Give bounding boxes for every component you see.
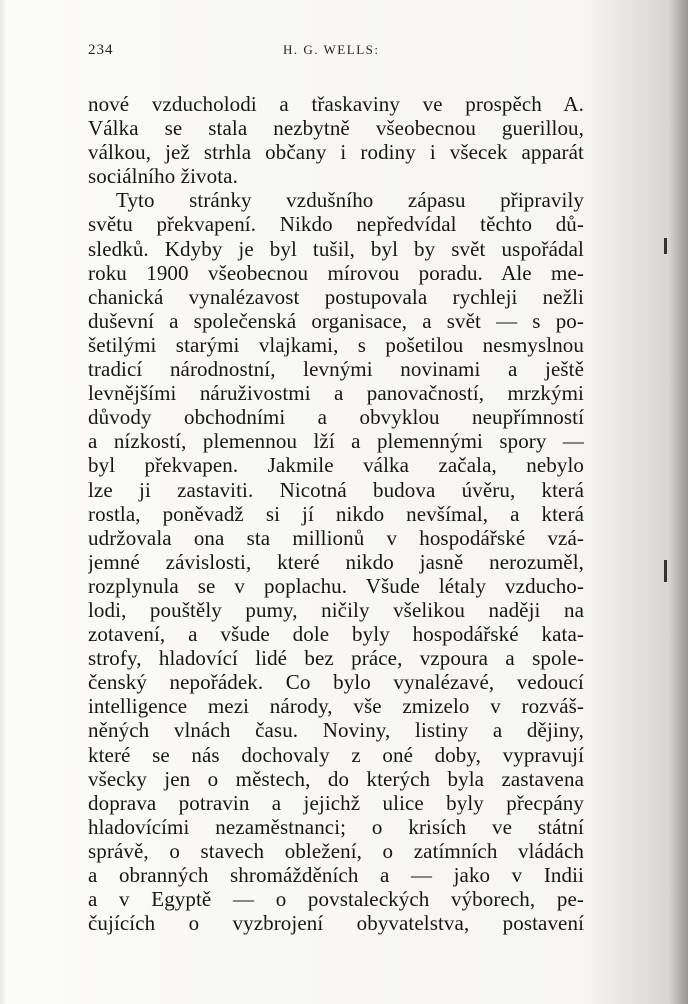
text-line: strofy, hladovící lidé bez práce, vzpoura a spole-: [88, 646, 584, 671]
text-line: důvody obchodními a obvyklou neupřímností: [88, 405, 584, 430]
text-line: něných vlnách času. Noviny, listiny a dějiny,: [88, 718, 584, 743]
text-line: Tyto stránky vzdušního zápasu připravily: [116, 188, 584, 213]
text-line: byl překvapen. Jakmile válka začala, nebylo: [88, 453, 584, 478]
text-line: hladovícími nezaměstnanci; o krisích ve státní: [88, 814, 584, 839]
text-line: tradicí národnostní, levnými novinami a ještě: [88, 357, 584, 382]
page-header: [88, 38, 588, 64]
page-left-shadow: [0, 0, 6, 1004]
text-line: udržovala ona sta millionů v hospodářské vzá-: [88, 525, 584, 550]
text-line: šetilými starými vlajkami, s pošetilou nesmyslnou: [88, 332, 584, 357]
text-line: čujících o vyzbrojení obyvatelstva, postavení: [88, 911, 584, 936]
text-line: doprava potravin a jejichž ulice byly přecpány: [88, 790, 584, 815]
text-line: a v Egyptě — o povstaleckých výborech, pe-: [88, 887, 584, 912]
text-line: světu překvapení. Nikdo nepředvídal těchto dů-: [88, 212, 584, 237]
page-number: 234: [88, 42, 114, 58]
text-line: jemné závislosti, které nikdo jasně nerozuměl,: [88, 549, 584, 574]
text-line: chanická vynalézavost postupovala rychleji nežli: [88, 284, 584, 309]
text-line: sociálního života.: [88, 164, 238, 189]
running-head: H. G. WELLS:: [283, 42, 380, 57]
text-line: lodi, pouštěly pumy, ničily všelikou naději na: [88, 597, 584, 622]
text-line: správě, o stavech obležení, o zatímních vládách: [88, 838, 584, 863]
text-line: nové vzducholodi a třaskaviny ve prospěch A.: [88, 92, 584, 116]
text-line: roku 1900 všeobecnou mírovou poradu. Ale me-: [88, 260, 584, 285]
text-line: a nízkostí, plemennou lží a plemennými spory —: [88, 429, 584, 454]
text-line: rostla, poněvadž si jí nikdo nevšímal, a která: [88, 501, 584, 526]
text-line: levnějšími náruživostmi a panovačností, mrzkými: [88, 381, 584, 406]
text-line: duševní a společenská organisace, a svět — s po-: [88, 308, 584, 333]
text-line: všecky jen o městech, do kterých byla zastavena: [88, 766, 584, 791]
page-binding-shadow: [670, 0, 688, 1004]
text-line: intelligence mezi národy, vše zmizelo v rozváš-: [88, 694, 584, 719]
text-line: lze ji zastaviti. Nicotná budova úvěru, která: [88, 477, 584, 502]
text-line: a obranných shromážděních a — jako v Indii: [88, 863, 584, 887]
body-text: [88, 92, 584, 935]
text-line: rozplynula se v poplachu. Všude létaly vzducho-: [88, 573, 584, 598]
text-line: které se nás dochovaly z oné doby, vypravují: [88, 742, 584, 767]
text-line: Válka se stala nezbytně všeobecnou guerillou,: [88, 116, 584, 141]
margin-mark: [664, 560, 667, 582]
margin-mark: [664, 238, 667, 254]
text-line: čenský nepořádek. Co bylo vynalézavé, vedoucí: [88, 670, 584, 695]
text-line: sledků. Kdyby je byl tušil, byl by svět uspořádal: [88, 236, 584, 261]
text-line: zotavení, a všude dole byly hospodářské kata-: [88, 622, 584, 647]
text-line: válkou, jež strhla občany i rodiny i všecek apparát: [88, 140, 584, 165]
